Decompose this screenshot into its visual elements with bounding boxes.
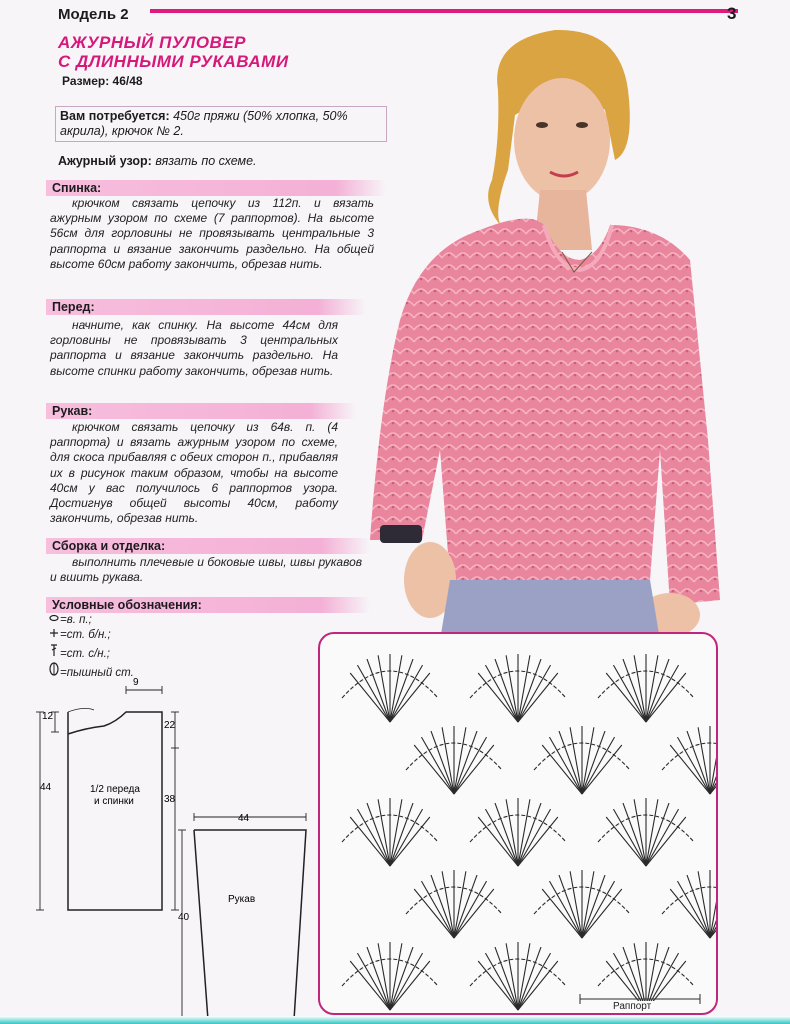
section-back-text: крючком связать цепочку из 112п. и вязать ажурным узором по схеме (7 раппортов). На высоте 56см для горловины не провязывать центральные 3 раппорта и вязание закончить раздельно. На общей высоте 60см работу закончить, обрезав нить. <box>50 196 374 271</box>
stitch-stroke <box>390 659 413 722</box>
title-line-1: АЖУРНЫЙ ПУЛОВЕР <box>58 33 246 52</box>
dim-right-top: 22 <box>164 720 176 731</box>
stitch-stroke <box>478 961 518 1010</box>
dim-left: 44 <box>40 782 52 793</box>
stitch-stroke <box>478 817 518 866</box>
legend-text: =ст. б/н.; <box>60 629 111 641</box>
stitch-stroke <box>350 961 390 1010</box>
stitch-stroke <box>559 875 582 938</box>
stitch-stroke <box>670 889 710 938</box>
stitch-stroke <box>414 889 454 938</box>
materials-text: 450г пряжи (50% хлопка, 50% акрила), крючок № 2. <box>60 109 348 138</box>
stitch-stroke <box>518 659 541 722</box>
sleeve-dim-top: 44 <box>238 813 250 824</box>
page-title <box>58 33 289 71</box>
stitch-stroke <box>518 803 541 866</box>
stitch-stroke <box>350 817 390 866</box>
stitch-stroke <box>518 961 558 1010</box>
stitch-stroke <box>454 889 494 938</box>
stitch-stroke <box>582 731 605 794</box>
section-assembly-text: выполнить плечевые и боковые швы, швы рукавов и вшить рукава. <box>50 555 362 585</box>
stitch-stroke <box>606 673 646 722</box>
size-label: Размер: 46/48 <box>62 74 143 88</box>
materials-label: Вам потребуется: <box>60 109 170 123</box>
section-back-heading: Спинка: <box>46 180 386 196</box>
pattern-label: Ажурный узор: <box>58 154 152 168</box>
stitch-stroke <box>454 875 477 938</box>
chain-symbol-icon <box>48 613 60 623</box>
stitch-stroke <box>478 673 518 722</box>
stitch-stroke <box>542 889 582 938</box>
stitch-stroke <box>646 659 669 722</box>
body-label-1: 1/2 переда <box>90 784 140 795</box>
double-crochet-symbol-icon <box>48 643 60 657</box>
dim-right: 38 <box>164 794 176 805</box>
section-sleeve-heading: Рукав: <box>46 403 356 419</box>
stitch-stroke <box>367 659 390 722</box>
sleeve-label: Рукав <box>228 894 256 905</box>
stitch-stroke <box>518 817 558 866</box>
stitch-stroke <box>367 947 390 1010</box>
stitch-stroke <box>390 817 430 866</box>
stitch-stroke <box>367 803 390 866</box>
legend-item <box>48 628 134 643</box>
section-sleeve-text: крючком связать цепочку из 64в. п. (4 раппорта) и вязать ажурным узором по схеме, для скоса прибавляя с обеих сторон п., прибавляя их в рисунок таким образом, чтобы на высоте 40см у вас получилось 6 раппортов узора. Достигнув общей высоты 40см, работу закончить, обрезав нить. <box>50 420 338 526</box>
sleeve-scheme <box>194 830 306 1020</box>
stitch-stroke <box>454 745 494 794</box>
section-assembly-heading: Сборка и отделка: <box>46 538 370 554</box>
stitch-stroke <box>582 889 622 938</box>
rapport-label: Раппорт <box>610 1001 654 1012</box>
legend-text: =в. п.; <box>60 614 92 626</box>
title-line-2: С ДЛИННЫМИ РУКАВАМИ <box>58 52 289 71</box>
model-photo <box>330 20 730 640</box>
page-number: 3 <box>727 4 737 23</box>
stitch-stroke <box>623 803 646 866</box>
stitch-stroke <box>559 731 582 794</box>
body-label-2: и спинки <box>94 796 134 807</box>
stitch-stroke <box>414 745 454 794</box>
stitch-stroke <box>670 745 710 794</box>
stitch-stroke <box>431 731 454 794</box>
section-legend-heading: Условные обозначения: <box>46 597 370 613</box>
stitch-stroke <box>390 947 413 1010</box>
legend-text: =ст. с/н.; <box>60 648 110 660</box>
stitch-stroke <box>646 817 686 866</box>
legend-text: =пышный ст. <box>60 667 134 679</box>
stitch-stroke <box>495 803 518 866</box>
garment-schemes <box>30 670 320 1020</box>
pattern-text: вязать по схеме. <box>155 154 257 168</box>
pattern-line <box>58 154 257 168</box>
footer-bar <box>0 1016 790 1024</box>
stitch-stroke <box>495 659 518 722</box>
stitch-stroke <box>582 875 605 938</box>
single-crochet-symbol-icon <box>48 628 60 638</box>
stitch-stroke <box>623 659 646 722</box>
sleeve-dim-left: 40 <box>178 912 190 923</box>
legend-item <box>48 613 134 628</box>
stitch-stroke <box>542 745 582 794</box>
stitch-stroke <box>518 673 558 722</box>
stitch-stroke <box>687 731 710 794</box>
model-label: Модель 2 <box>58 6 129 23</box>
stitch-stroke <box>390 961 430 1010</box>
legend-item <box>48 643 134 662</box>
stitch-stroke <box>582 745 622 794</box>
stitch-stroke <box>454 731 477 794</box>
crochet-chart-graphic <box>320 634 716 1013</box>
section-front-heading: Перед: <box>46 299 366 315</box>
stitch-stroke <box>646 673 686 722</box>
stitch-stroke <box>646 803 669 866</box>
stitch-stroke <box>495 947 518 1010</box>
crochet-chart <box>318 632 718 1015</box>
stitch-stroke <box>390 803 413 866</box>
stitch-stroke <box>687 875 710 938</box>
body-scheme <box>68 708 162 910</box>
stitch-stroke <box>350 673 390 722</box>
section-front-text: начните, как спинку. На высоте 44см для горловины не провязывать 3 центральных раппорта и вязание закончить раздельно. На высоте спинки работу закончить, обрезав нить. <box>50 318 338 378</box>
stitch-stroke <box>606 817 646 866</box>
header-rule <box>150 9 738 13</box>
stitch-stroke <box>518 947 541 1010</box>
dim-neck: 12 <box>42 711 54 722</box>
dim-top: 9 <box>133 677 139 688</box>
stitch-stroke <box>390 673 430 722</box>
stitch-stroke <box>431 875 454 938</box>
